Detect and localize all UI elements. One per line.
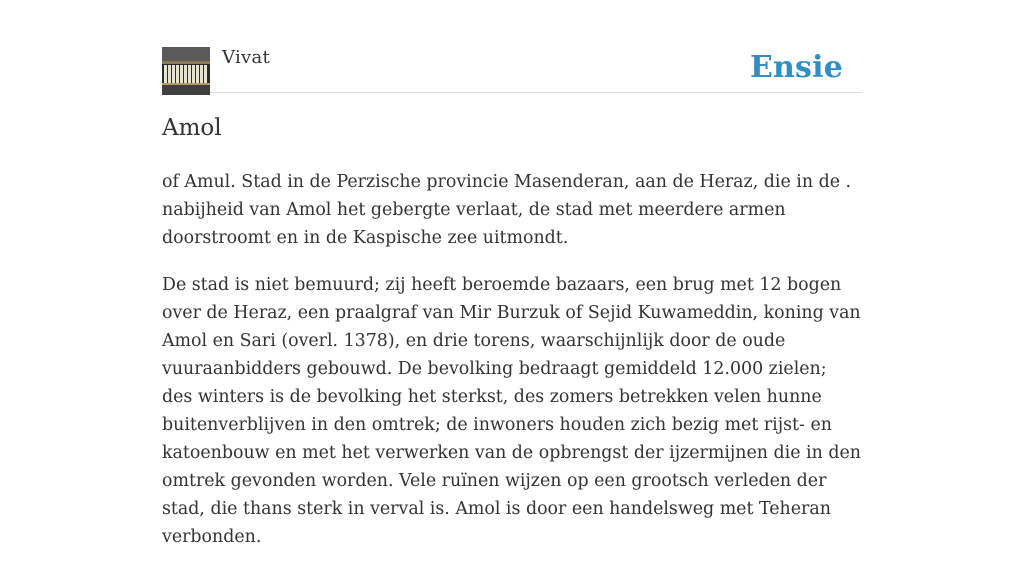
article-paragraph: of Amul. Stad in de Perzische provincie Masenderan, aan de Heraz, die in de . nabijheid van Amol het gebergte verlaat, de stad met meerdere armen doorstroomt en in de Kaspische zee uitmondt. bbox=[162, 172, 852, 248]
article-paragraph: De stad is niet bemuurd; zij heeft beroemde bazaars, een brug met 12 bogen over de Heraz, een praalgraf van Mir Burzuk of Sejid Kuwameddin, koning van Amol en Sari (overl. 1378), en drie torens, waarschijnlijk door de oude vuuraanbidders gebouwd. De bevolking bedraagt gemiddeld 12.000 zielen; des winters is de bevolking het sterkst, des zomers betrekken velen hunne buitenverblijven in den omtrek; de inwoners houden zich bezig met rijst- en katoenbouw en met het verwerken van de opbrengst der ijzermijnen die in den omtrek gevonden worden. Vele ruïnen wijzen op een grootsch verleden der stad, die thans sterk in verval is. Amol is door een handelsweg met Teheran verbonden. bbox=[162, 275, 861, 547]
article-body bbox=[162, 168, 862, 570]
article-title: Amol bbox=[162, 115, 222, 141]
page-header bbox=[162, 44, 862, 93]
author-avatar[interactable] bbox=[162, 47, 210, 95]
author-name[interactable]: Vivat bbox=[222, 47, 271, 68]
books-photo-icon bbox=[162, 47, 210, 95]
brand-logo[interactable]: Ensie bbox=[749, 50, 843, 85]
